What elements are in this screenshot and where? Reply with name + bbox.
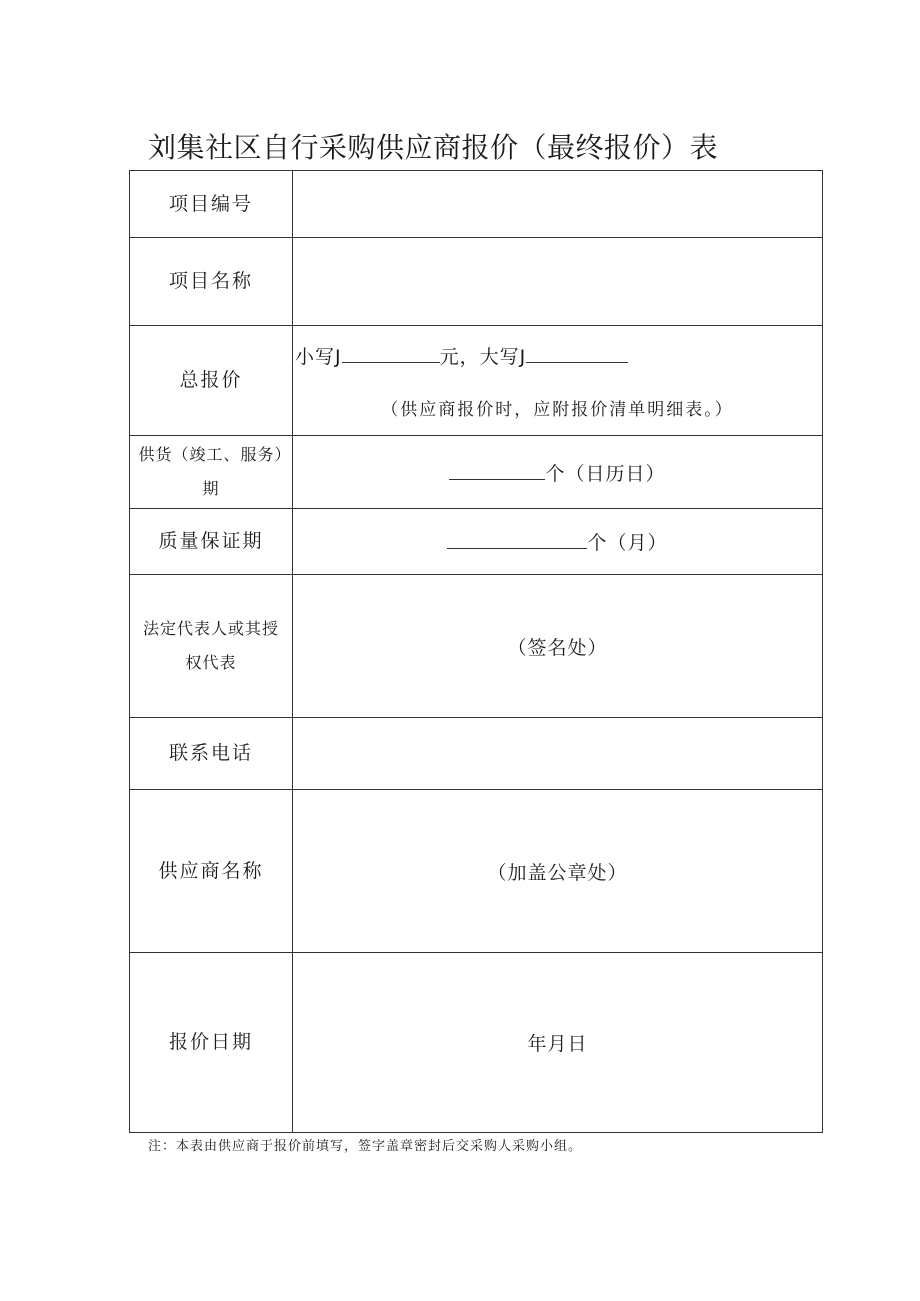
quotation-form-table [129, 170, 823, 1133]
project-name-field[interactable] [293, 238, 823, 326]
upper-case-prefix: 大写J [479, 345, 527, 368]
table-row-project-name [130, 238, 823, 326]
upper-case-amount-blank[interactable] [526, 344, 628, 363]
warranty-suffix: 个（月） [587, 532, 668, 554]
table-row-representative [130, 575, 823, 718]
phone-label: 联系电话 [130, 718, 293, 790]
project-no-label: 项目编号 [130, 171, 293, 238]
total-price-cell [293, 326, 823, 436]
project-name-label: 项目名称 [130, 238, 293, 326]
lower-case-unit: 元， [439, 345, 480, 368]
phone-field[interactable] [293, 718, 823, 790]
lower-case-amount-blank[interactable] [342, 344, 440, 363]
table-row-supplier-name [130, 790, 823, 953]
representative-signature-field[interactable]: （签名处） [293, 575, 823, 718]
table-row-warranty [130, 509, 823, 575]
delivery-period-cell [293, 436, 823, 509]
table-row-phone [130, 718, 823, 790]
table-row-total-price [130, 326, 823, 436]
table-row-delivery-period [130, 436, 823, 509]
delivery-period-label: 供货（竣工、服务）期 [130, 436, 293, 509]
table-row-quote-date [130, 953, 823, 1133]
table-row-project-no [130, 171, 823, 238]
footnote: 注：本表由供应商于报价前填写，签字盖章密封后交采购人采购小组。 [148, 1139, 583, 1154]
page-title: 刘集社区自行采购供应商报价（最终报价）表 [148, 131, 719, 164]
quote-date-label: 报价日期 [130, 953, 293, 1133]
total-price-amount-line [293, 342, 822, 369]
project-no-field[interactable] [293, 171, 823, 238]
delivery-period-blank[interactable] [449, 461, 545, 480]
total-price-note: （供应商报价时，应附报价清单明细表。） [381, 399, 734, 420]
warranty-blank[interactable] [447, 530, 587, 549]
total-price-label: 总报价 [130, 326, 293, 436]
warranty-label: 质量保证期 [130, 509, 293, 575]
warranty-cell [293, 509, 823, 575]
supplier-name-label: 供应商名称 [130, 790, 293, 953]
supplier-seal-field[interactable]: （加盖公章处） [293, 790, 823, 953]
quote-date-field[interactable]: 年月日 [293, 953, 823, 1133]
lower-case-prefix: 小写J [295, 345, 342, 368]
representative-label: 法定代表人或其授权代表 [130, 575, 293, 718]
delivery-period-suffix: 个（日历日） [545, 462, 666, 485]
